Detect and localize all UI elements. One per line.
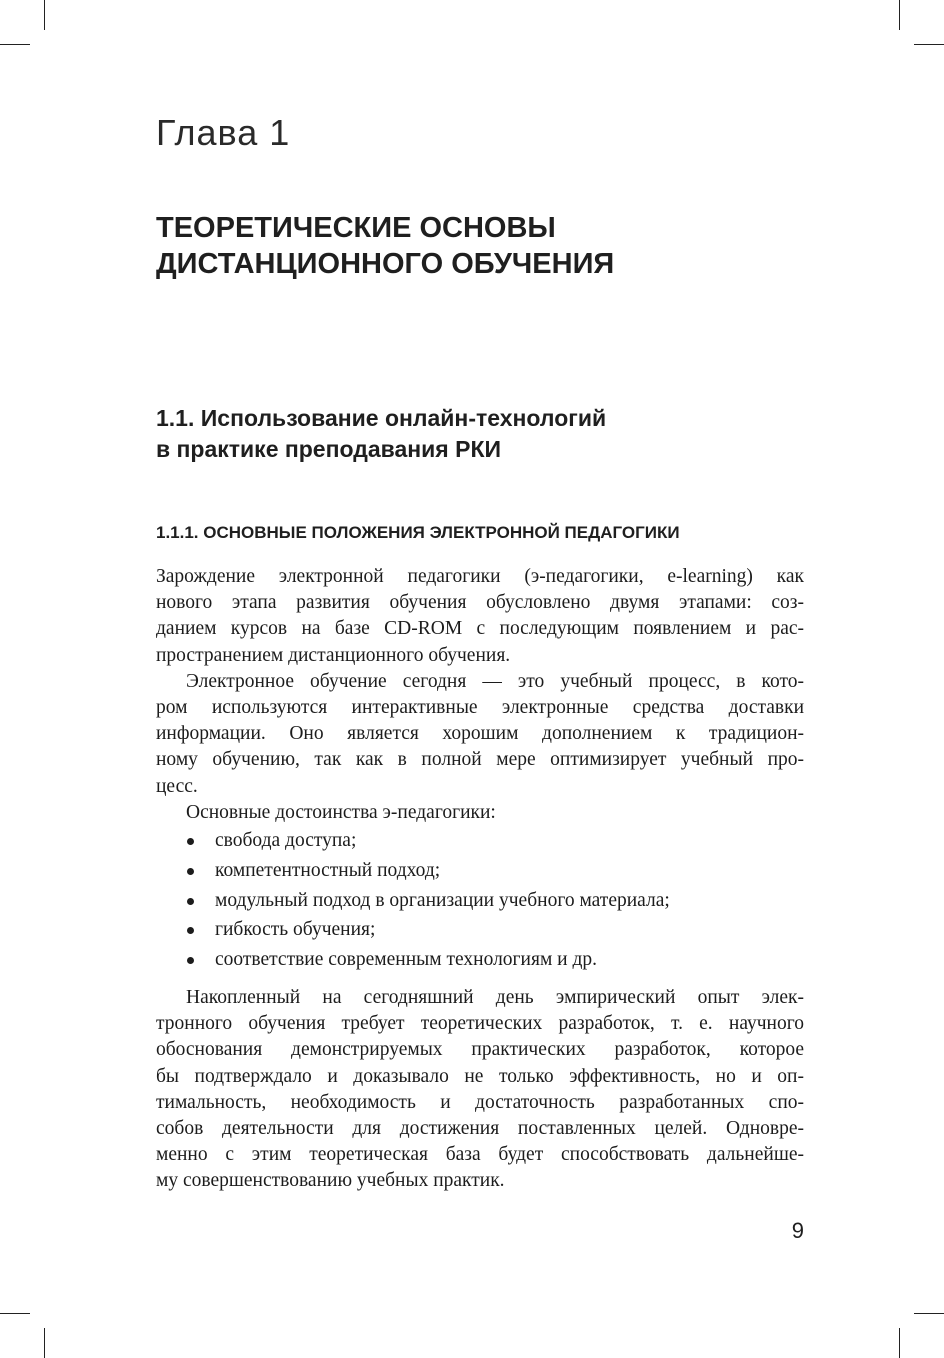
paragraph-line: тронного обучения требует теоретических разработок, т. е. научного bbox=[156, 1013, 804, 1035]
crop-mark bbox=[0, 44, 30, 45]
list-item: соответствие современным технологиям и др. bbox=[156, 945, 804, 975]
subsection-title: 1.1.1. ОСНОВНЫЕ ПОЛОЖЕНИЯ ЭЛЕКТРОННОЙ ПЕДАГОГИКИ bbox=[156, 523, 680, 542]
paragraph-line: нового этапа развития обучения обусловлено двумя этапами: соз- bbox=[156, 592, 804, 614]
list-item: компетентностный подход; bbox=[156, 856, 804, 886]
chapter-title-line: ДИСТАНЦИОННОГО ОБУЧЕНИЯ bbox=[156, 248, 615, 280]
crop-mark bbox=[914, 1313, 944, 1314]
section-title-line: в практике преподавания РКИ bbox=[156, 436, 502, 462]
crop-mark bbox=[0, 1313, 30, 1314]
chapter-label: Глава 1 bbox=[156, 112, 291, 153]
paragraph-line: менно с этим теоретическая база будет способствовать дальнейше- bbox=[156, 1144, 804, 1166]
crop-mark bbox=[899, 0, 900, 30]
paragraph-line: Зарождение электронной педагогики (э-педагогики, e-learning) как bbox=[156, 566, 804, 587]
paragraph-line: Электронное обучение сегодня — это учебный процесс, в кото- bbox=[186, 670, 804, 692]
bullet-icon bbox=[187, 927, 194, 934]
paragraph-line: ром используются интерактивные электронные средства доставки bbox=[156, 697, 804, 719]
page-number: 9 bbox=[791, 1218, 804, 1243]
crop-mark bbox=[899, 1328, 900, 1358]
paragraph-line: бы подтверждало и доказывало не только эффективность, но и оп- bbox=[156, 1065, 804, 1087]
paragraph-line: цесс. bbox=[156, 775, 198, 797]
list-item: свобода доступа; bbox=[156, 826, 804, 856]
advantages-list bbox=[156, 826, 804, 975]
bullet-icon bbox=[187, 957, 194, 964]
crop-mark bbox=[914, 44, 944, 45]
crop-mark bbox=[44, 0, 45, 30]
paragraph-line: Накопленный на сегодняшний день эмпирический опыт элек- bbox=[186, 987, 804, 1009]
paragraph-line: обоснования демонстрируемых практических разработок, которое bbox=[156, 1039, 804, 1061]
list-item: модульный подход в организации учебного материала; bbox=[156, 886, 804, 916]
chapter-title-line: ТЕОРЕТИЧЕСКИЕ ОСНОВЫ bbox=[156, 212, 556, 244]
bullet-icon bbox=[187, 898, 194, 905]
paragraph-line: информации. Оно является хорошим дополнением к традицион- bbox=[156, 723, 804, 745]
bullet-icon bbox=[187, 838, 194, 845]
paragraph-line: ному обучению, так как в полной мере оптимизирует учебный про- bbox=[156, 749, 804, 771]
list-item: гибкость обучения; bbox=[156, 915, 804, 945]
paragraph-line: тимальность, необходимость и достаточность разработанных спо- bbox=[156, 1091, 804, 1113]
body-text bbox=[156, 564, 804, 1195]
list-intro: Основные достоинства э-педагогики: bbox=[186, 801, 496, 823]
bullet-icon bbox=[187, 868, 194, 875]
section-title bbox=[156, 403, 804, 465]
paragraph-line: му совершенствованию учебных практик. bbox=[156, 1170, 505, 1192]
paragraph-line: пространением дистанционного обучения. bbox=[156, 644, 511, 666]
paragraph-line: данием курсов на базе CD-ROM с последующим появлением и рас- bbox=[156, 618, 804, 640]
chapter-title bbox=[156, 210, 804, 282]
crop-mark bbox=[44, 1328, 45, 1358]
paragraph-line: собов деятельности для достижения поставленных целей. Одновре- bbox=[156, 1118, 804, 1140]
section-title-line: 1.1. Использование онлайн-технологий bbox=[156, 405, 607, 431]
